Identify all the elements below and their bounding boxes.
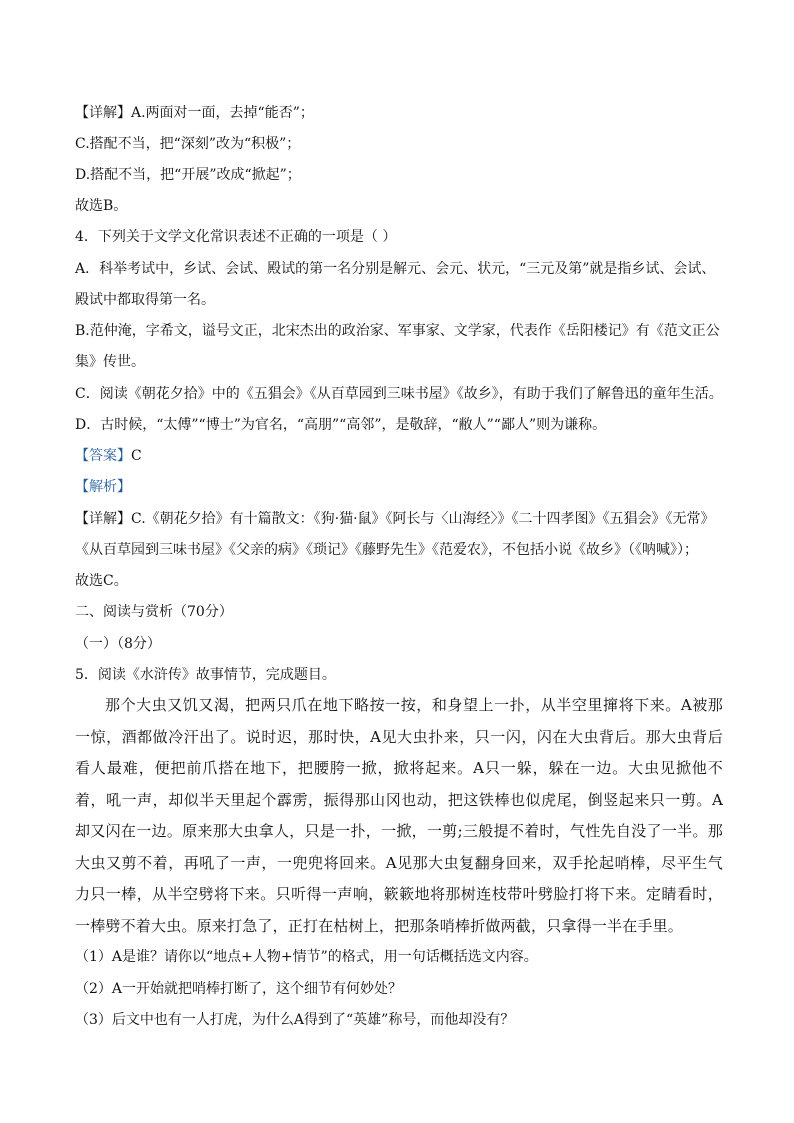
question-4-option-b-line2: 集》传世。 bbox=[75, 354, 145, 370]
detail2-line1: 【详解】C.《朝花夕拾》有十篇散文：《狗·猫·鼠》《阿长与〈山海经〉》《二十四孝图》《五猖会》《无常》 bbox=[75, 511, 715, 527]
sub-question-2: （2）A一开始就把哨棒打断了，这个细节有何妙处？ bbox=[75, 981, 403, 997]
passage-text: 那个大虫又饥又渴，把两只爪在地下略按一按，和身望上一扑，从半空里撺将下来。A被那一惊，酒都做冷汗出了。说时迟，那时快，A见大虫扑来，只一闪，闪在大虫背后。那大虫背后看人最难，便把前爪搭在地下，把腰胯一掀，掀将起来。A只一躲，躲在一边。大虫见掀他不着，吼一声，却似半天里起个霹雳，振得那山冈也动，把这铁棒也似虎尾，倒竖起来只一剪。A却又闪在一边。原来那大虫拿人，只是一扑，一掀，一剪;三般提不着时，气性先自没了一半。那大虫又剪不着，再吼了一声，一兜兜将回来。A见那大虫复翻身回来，双手抡起哨棒，尽平生气力只一棒，从半空劈将下来。只听得一声响，簌簌地将那树连枝带叶劈脸打将下来。定睛看时，一棒劈不着大虫。原来打急了，正打在枯树上，把那条哨棒折做两截，只拿得一半在手里。 bbox=[75, 696, 723, 935]
question-4-option-a-line2: 殿试中都取得第一名。 bbox=[75, 292, 215, 308]
sub-question-1: （1）A是谁？请你以“地点+人物+情节”的格式，用一句话概括选文内容。 bbox=[75, 949, 538, 965]
conclusion-c: 故选C。 bbox=[75, 573, 128, 589]
answer-line bbox=[75, 446, 142, 466]
analysis-label: 【解析】 bbox=[75, 479, 131, 495]
section-2-heading: 二、阅读与赏析（70分） bbox=[75, 604, 233, 620]
sub-question-3: （3）后文中也有一人打虎，为什么A得到了“英雄”称号，而他却没有？ bbox=[75, 1012, 515, 1028]
detail-line-a: 【详解】A.两面对一面，去掉“能否”； bbox=[75, 105, 314, 121]
question-4-option-a-line1: A．科举考试中，乡试、会试、殿试的第一名分别是解元、会元、状元，“三元及第”就是指乡试、会试、 bbox=[75, 261, 716, 277]
detail-line-d: D.搭配不当，把“开展”改成“掀起”； bbox=[75, 167, 301, 183]
part-1-heading: （一）（8分） bbox=[75, 636, 161, 652]
question-4-option-d: D．古时候，“太傅”“博士”为官名，“高朋”“高邻”，是敬辞，“敝人”“鄙人”则为谦称。 bbox=[75, 417, 607, 433]
question-4-title: 4．下列关于文学文化常识表述不正确的一项是（ ） bbox=[75, 229, 397, 245]
detail2-line2: 《从百草园到三味书屋》《父亲的病》《琐记》《藤野先生》《范爱农》，不包括小说《故乡》（《呐喊》）； bbox=[75, 542, 698, 558]
question-5-title: 5．阅读《水浒传》故事情节，完成题目。 bbox=[75, 667, 336, 683]
detail-line-c: C.搭配不当，把“深刻”改为“积极”； bbox=[75, 136, 301, 152]
question-4-option-b-line1: B.范仲淹，字希文，谥号文正，北宋杰出的政治家、军事家、文学家，代表作《岳阳楼记》有《范文正公 bbox=[75, 323, 720, 339]
conclusion-b: 故选B。 bbox=[75, 198, 128, 214]
answer-label: 【答案】 bbox=[75, 448, 131, 464]
answer-value: C bbox=[131, 448, 142, 464]
question-4-option-c: C．阅读《朝花夕拾》中的《五猖会》《从百草园到三味书屋》《故乡》，有助于我们了解鲁迅的童年生活。 bbox=[75, 386, 723, 402]
